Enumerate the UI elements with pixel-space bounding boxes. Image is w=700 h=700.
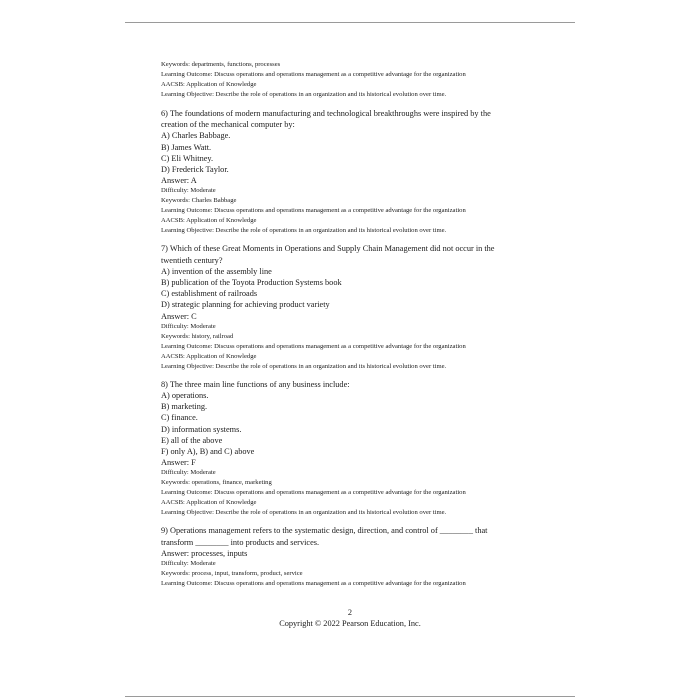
question-6 bbox=[161, 108, 561, 236]
answer-option: B) publication of the Toyota Production Systems book bbox=[161, 278, 342, 288]
answer-option: C) finance. bbox=[161, 413, 198, 423]
learning-outcome: Learning Outcome: Discuss operations and operations management as a competitive advantage for the organization bbox=[161, 207, 466, 215]
answer-option: A) invention of the assembly line bbox=[161, 266, 272, 276]
footer-rule bbox=[125, 696, 575, 697]
meta-line: Learning Objective: Describe the role of operations in an organization and its historical evolution over time. bbox=[161, 91, 447, 98]
answer-option: F) only A), B) and C) above bbox=[161, 447, 255, 457]
difficulty: Difficulty: Moderate bbox=[161, 469, 216, 477]
aacsb: AACSB: Application of Knowledge bbox=[161, 352, 257, 360]
answer-option: A) operations. bbox=[161, 391, 209, 401]
copyright-notice: Copyright © 2022 Pearson Education, Inc. bbox=[279, 619, 421, 628]
answer-option: D) strategic planning for achieving product variety bbox=[161, 300, 330, 310]
question-text: 8) The three main line functions of any business include: bbox=[161, 379, 350, 389]
aacsb: AACSB: Application of Knowledge bbox=[161, 217, 257, 225]
question-text: twentieth century? bbox=[161, 255, 223, 265]
meta-line: Learning Outcome: Discuss operations and operations management as a competitive advantage for the organization bbox=[161, 71, 466, 78]
meta-line: AACSB: Application of Knowledge bbox=[161, 81, 257, 88]
answer: Answer: F bbox=[161, 458, 196, 468]
difficulty: Difficulty: Moderate bbox=[161, 187, 216, 195]
answer-option: D) information systems. bbox=[161, 424, 242, 434]
question-text: 7) Which of these Great Moments in Operations and Supply Chain Management did not occur in the bbox=[161, 244, 495, 254]
question-9 bbox=[161, 525, 561, 589]
answer-option: C) Eli Whitney. bbox=[161, 153, 214, 163]
answer: Answer: A bbox=[161, 176, 197, 186]
question-text: 6) The foundations of modern manufacturing and technological breakthroughs were inspired by the bbox=[161, 109, 491, 118]
keywords: Keywords: operations, finance, marketing bbox=[161, 479, 272, 487]
aacsb: AACSB: Application of Knowledge bbox=[161, 499, 257, 507]
answer-option: A) Charles Babbage. bbox=[161, 131, 231, 141]
answer-option: E) all of the above bbox=[161, 435, 223, 445]
learning-outcome: Learning Outcome: Discuss operations and operations management as a competitive advantage for the organization bbox=[161, 342, 466, 350]
learning-objective: Learning Objective: Describe the role of operations in an organization and its historical evolution over time. bbox=[161, 362, 447, 370]
answer-option: B) James Watt. bbox=[161, 142, 212, 152]
learning-outcome: Learning Outcome: Discuss operations and operations management as a competitive advantage for the organization bbox=[161, 580, 466, 588]
answer: Answer: C bbox=[161, 311, 197, 321]
page-number: 2 bbox=[347, 608, 353, 617]
keywords: Keywords: Charles Babbage bbox=[161, 197, 237, 205]
question-text: 9) Operations management refers to the systematic design, direction, and control of ________ that bbox=[161, 526, 488, 536]
meta-line: Keywords: departments, functions, processes bbox=[161, 61, 281, 68]
learning-objective: Learning Objective: Describe the role of operations in an organization and its historical evolution over time. bbox=[161, 509, 447, 517]
answer-option: B) marketing. bbox=[161, 402, 208, 412]
header-rule bbox=[125, 22, 575, 23]
answer-option: C) establishment of railroads bbox=[161, 289, 258, 299]
question-8 bbox=[161, 379, 561, 519]
question-text: transform ________ into products and services. bbox=[161, 537, 320, 547]
difficulty: Difficulty: Moderate bbox=[161, 322, 216, 330]
keywords: Keywords: process, input, transform, product, service bbox=[161, 570, 303, 578]
question-7 bbox=[161, 243, 561, 371]
page-content bbox=[161, 60, 561, 589]
learning-objective: Learning Objective: Describe the role of operations in an organization and its historical evolution over time. bbox=[161, 227, 447, 235]
difficulty: Difficulty: Moderate bbox=[161, 560, 216, 568]
question-text: creation of the mechanical computer by: bbox=[161, 120, 295, 130]
answer: Answer: processes, inputs bbox=[161, 548, 248, 558]
answer-option: D) Frederick Taylor. bbox=[161, 165, 229, 175]
learning-outcome: Learning Outcome: Discuss operations and operations management as a competitive advantage for the organization bbox=[161, 489, 466, 497]
keywords: Keywords: history, railroad bbox=[161, 332, 234, 340]
lead-meta bbox=[161, 60, 561, 100]
